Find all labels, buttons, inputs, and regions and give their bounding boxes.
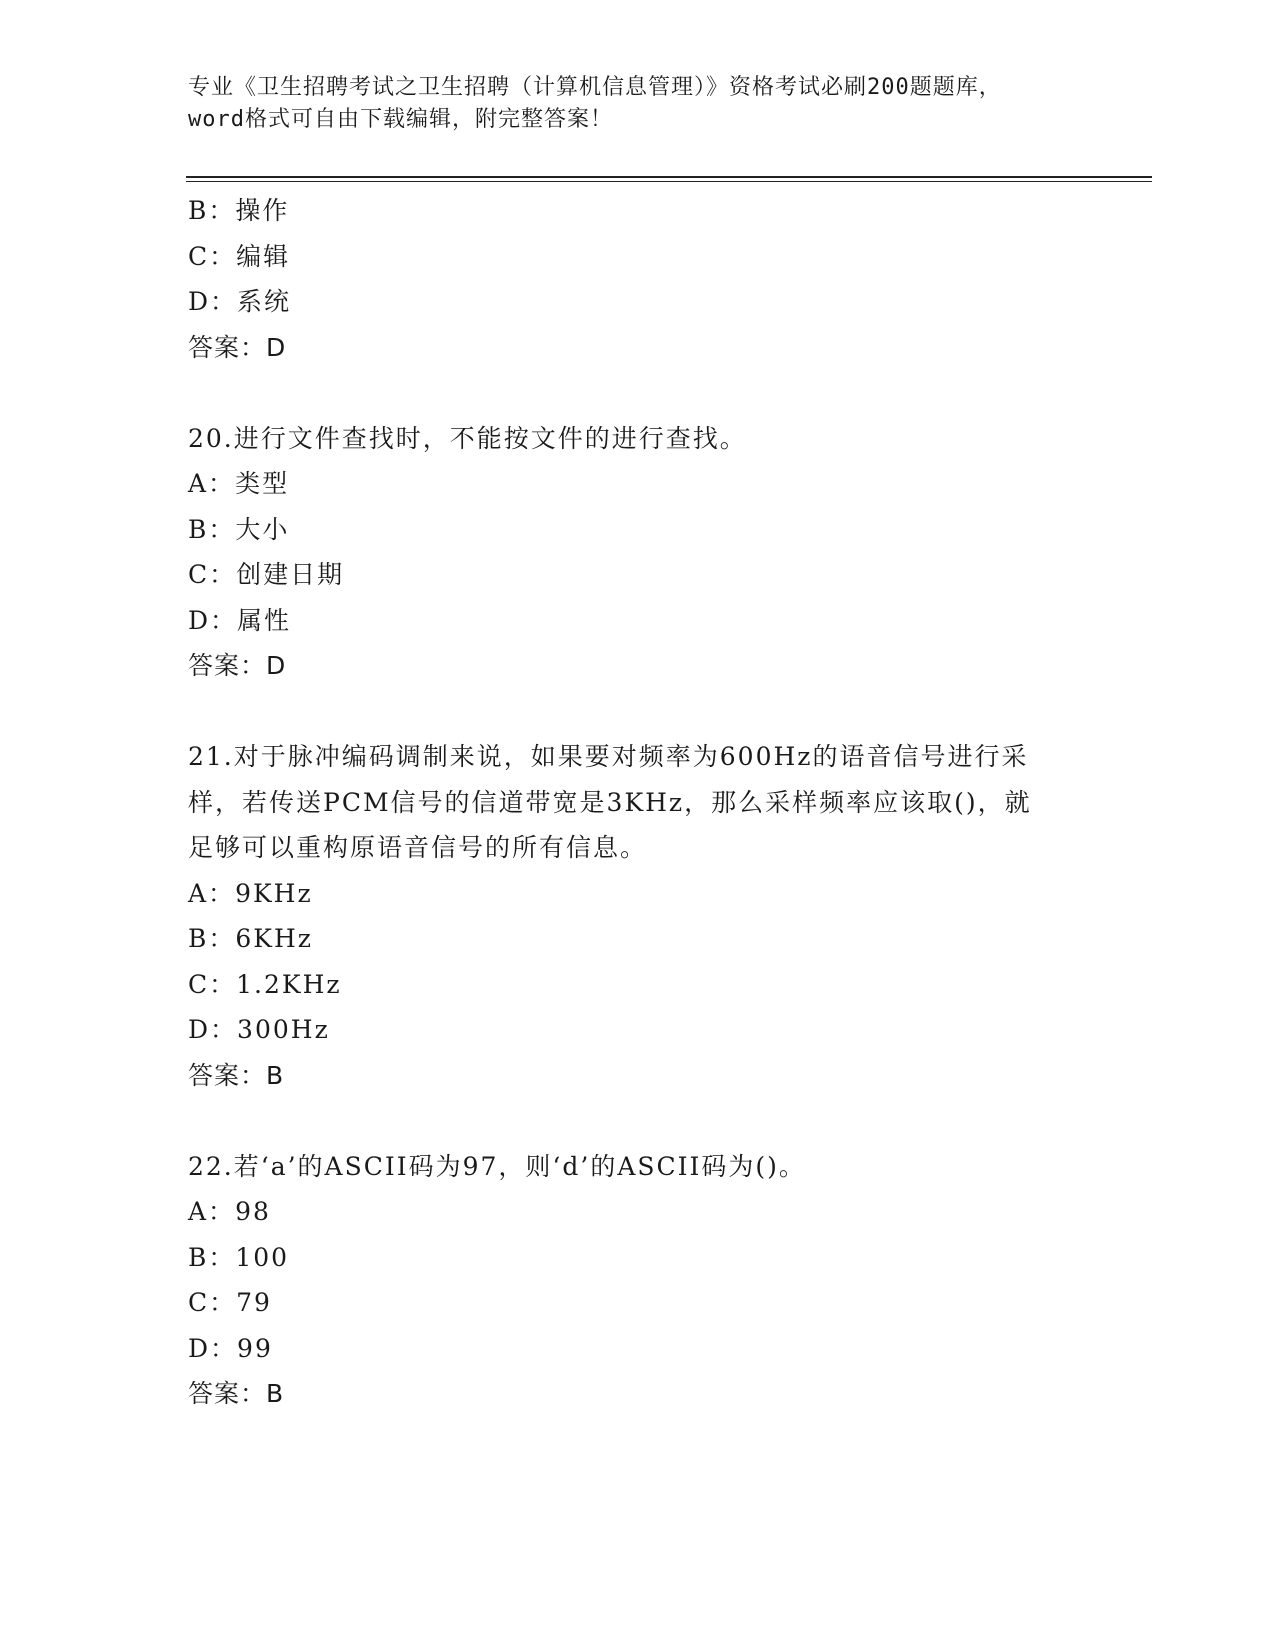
option-c: C：编辑 — [188, 241, 291, 271]
option-d: D：300Hz — [188, 1015, 330, 1044]
option-d: D：99 — [188, 1333, 273, 1363]
option-c: C：创建日期 — [188, 560, 345, 589]
option-d: D：属性 — [188, 605, 292, 635]
document-header — [188, 72, 1088, 136]
option-b: B：100 — [188, 1242, 290, 1272]
option-a: A：9KHz — [188, 878, 313, 908]
answer-line: 答案：D — [188, 332, 287, 362]
option-b: B：6KHz — [188, 924, 313, 953]
question-22 — [188, 1144, 1088, 1417]
header-line-1: 专业《卫生招聘考试之卫生招聘（计算机信息管理）》资格考试必刷200题题库， — [188, 75, 1002, 100]
option-b: B：大小 — [188, 514, 290, 544]
question-text: 21.对于脉冲编码调制来说，如果要对频率为600Hz的语音信号进行采 — [188, 742, 1029, 771]
option-c: C：79 — [188, 1288, 272, 1317]
option-d: D：系统 — [188, 287, 292, 316]
question-text: 足够可以重构原语音信号的所有信息。 — [188, 833, 648, 862]
option-c: C：1.2KHz — [188, 969, 342, 999]
answer-line: 答案：B — [188, 1379, 285, 1408]
question-text: 20.进行文件查找时，不能按文件的进行查找。 — [188, 423, 747, 453]
question-21 — [188, 734, 1088, 1098]
answer-line: 答案：B — [188, 1060, 285, 1090]
header-divider — [186, 176, 1152, 178]
question-text: 样，若传送PCM信号的信道带宽是3KHz，那么采样频率应该取()，就 — [188, 787, 1032, 817]
question-list — [188, 188, 1088, 1417]
answer-line: 答案：D — [188, 651, 287, 680]
option-a: A：类型 — [188, 469, 290, 498]
question-19-continued — [188, 188, 1088, 370]
option-a: A：98 — [188, 1197, 271, 1226]
option-b: B：操作 — [188, 196, 290, 225]
question-text: 22.若‘a’的ASCII码为97，则‘d’的ASCII码为()。 — [188, 1151, 806, 1181]
question-20 — [188, 416, 1088, 689]
header-line-2: word格式可自由下载编辑，附完整答案！ — [188, 107, 613, 132]
header-divider-thin — [186, 181, 1152, 182]
